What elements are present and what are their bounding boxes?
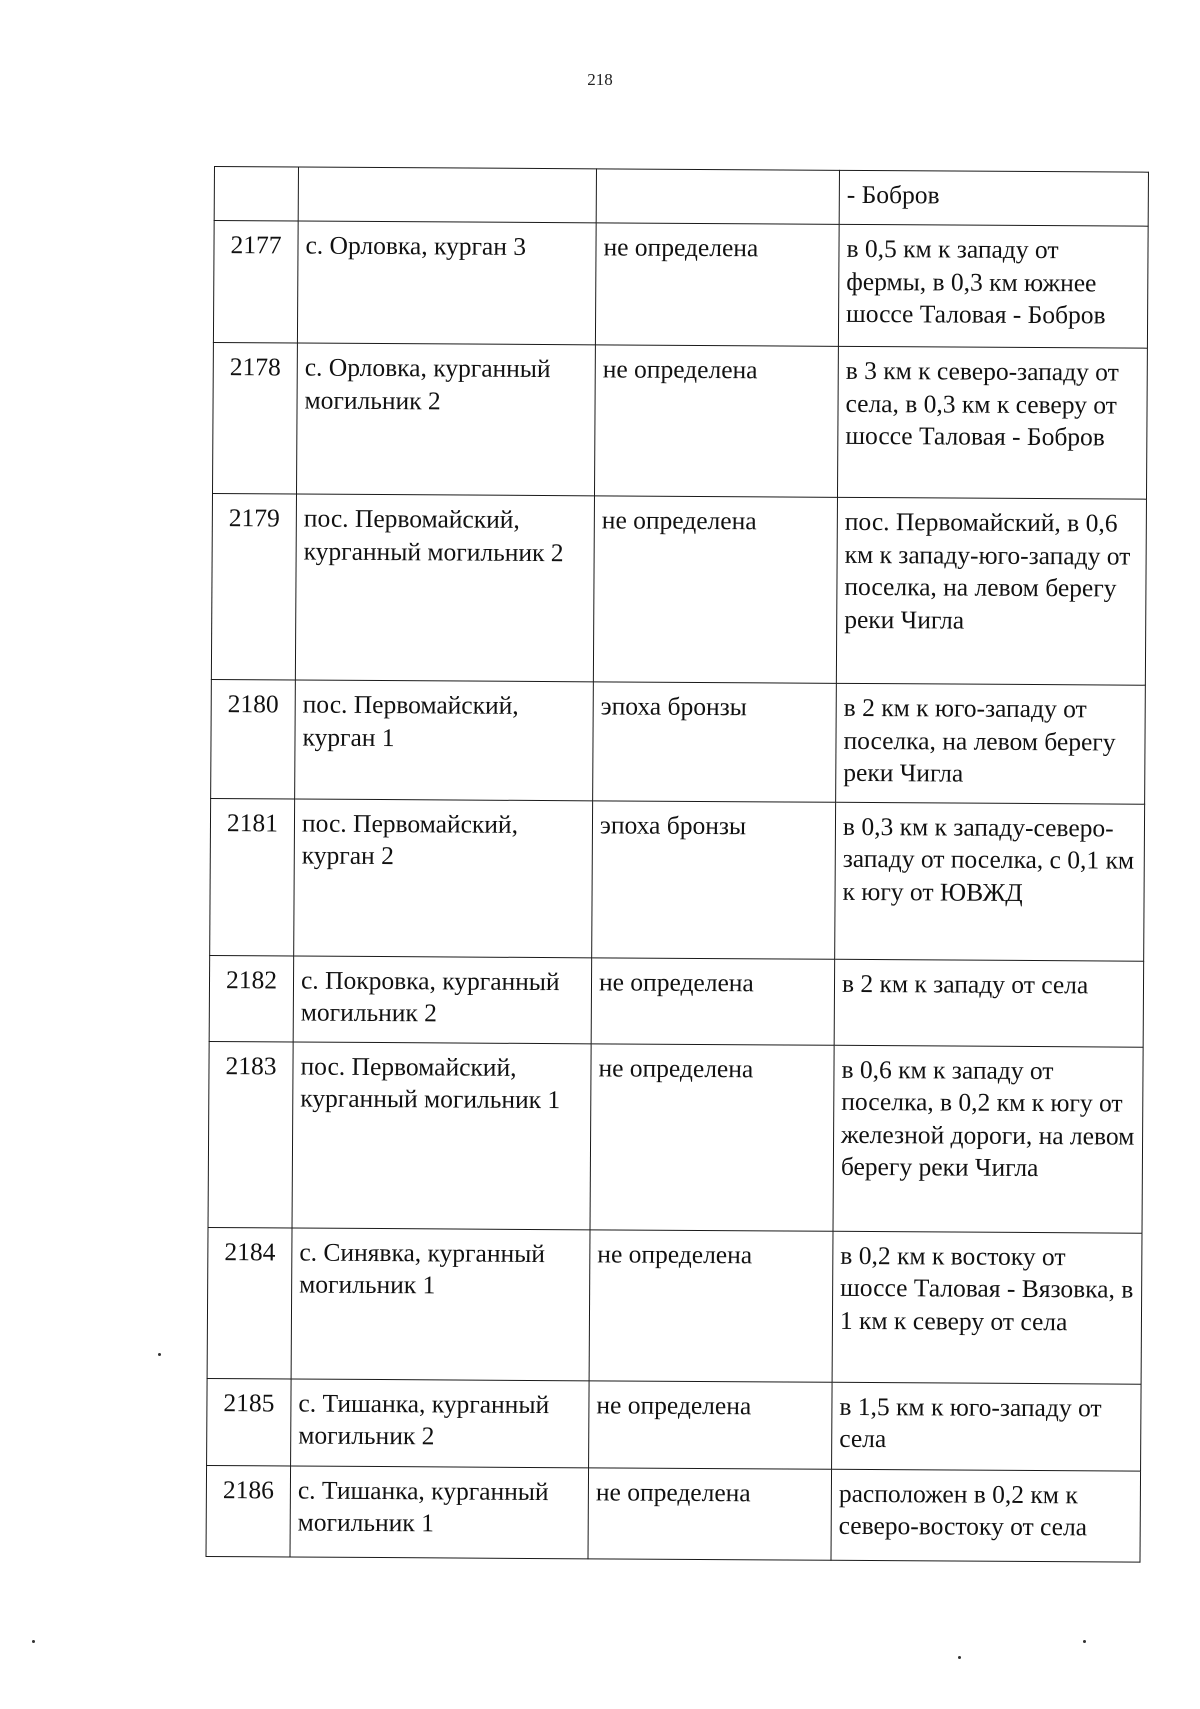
- row-number-cell: 2184: [207, 1227, 292, 1379]
- table-row: [211, 679, 1146, 803]
- dating-cell: не определена: [589, 1380, 833, 1468]
- row-number-cell: 2182: [209, 955, 294, 1042]
- page-number: 218: [587, 70, 613, 89]
- table-row: [214, 167, 1148, 227]
- scan-speck: [32, 1640, 35, 1643]
- row-number-cell: [214, 167, 298, 222]
- dating-cell: эпоха бронзы: [593, 682, 837, 802]
- row-number-cell: 2186: [206, 1465, 291, 1557]
- name-cell: [298, 167, 596, 223]
- dating-cell: не определена: [590, 1043, 834, 1230]
- table-row: [207, 1378, 1142, 1471]
- table-row: [210, 798, 1145, 961]
- location-cell: в 2 км к западу от села: [834, 959, 1144, 1047]
- table-row: [212, 342, 1147, 499]
- dating-cell: не определена: [593, 496, 837, 683]
- location-cell: в 0,6 км к западу от поселка, в 0,2 км к югу от железной дороги, на левом берегу реки Чигла: [833, 1045, 1143, 1233]
- scan-speck: [958, 1656, 961, 1659]
- dating-cell: не определена: [589, 1229, 833, 1381]
- row-number-cell: 2178: [212, 342, 297, 494]
- name-cell: с. Синявка, курганный могильник 1: [291, 1227, 590, 1380]
- table-row: [213, 221, 1148, 349]
- location-cell: пос. Первомайский, в 0,6 км к западу-юго-западу от поселка, на левом берегу реки Чигла: [836, 497, 1146, 685]
- dating-cell: не определена: [594, 345, 838, 497]
- location-cell: - Бобров: [839, 170, 1148, 226]
- table-row: [206, 1465, 1141, 1562]
- location-cell: в 1,5 км к юго-западу от села: [832, 1382, 1142, 1471]
- table-row: [211, 493, 1146, 685]
- dating-cell: не определена: [588, 1467, 832, 1559]
- row-number-cell: 2179: [211, 493, 296, 680]
- dating-cell: эпоха бронзы: [592, 800, 836, 958]
- row-number-cell: 2183: [208, 1041, 293, 1228]
- row-number-cell: 2177: [213, 221, 298, 344]
- table-row: [209, 955, 1144, 1047]
- table-row: [208, 1041, 1143, 1233]
- dating-cell: не определена: [595, 223, 839, 346]
- name-cell: с. Орловка, курган 3: [297, 221, 596, 345]
- location-cell: в 3 км к северо-западу от села, в 0,3 км к северу от шоссе Таловая - Бобров: [837, 346, 1147, 499]
- name-cell: пос. Первомайский, курган 2: [294, 799, 593, 958]
- location-cell: в 0,2 км к востоку от шоссе Таловая - Вязовка, в 1 км к северу от села: [832, 1231, 1142, 1384]
- name-cell: с. Тишанка, курганный могильник 1: [290, 1465, 589, 1558]
- row-number-cell: 2181: [210, 798, 295, 956]
- name-cell: пос. Первомайский, курганный могильник 1: [292, 1041, 591, 1229]
- row-number-cell: 2180: [211, 679, 296, 798]
- location-cell: расположен в 0,2 км к северо-востоку от села: [831, 1469, 1141, 1562]
- dating-cell: [596, 169, 839, 224]
- name-cell: пос. Первомайский, курганный могильник 2: [295, 494, 594, 682]
- monuments-table: [206, 166, 1149, 1562]
- scan-speck: [1083, 1640, 1086, 1643]
- scan-speck: [158, 1353, 161, 1356]
- dating-cell: не определена: [591, 957, 835, 1044]
- location-cell: в 0,3 км к западу-северо-западу от поселка, с 0,1 км к югу от ЮВЖД: [835, 802, 1145, 961]
- name-cell: с. Орловка, курганный могильник 2: [296, 343, 595, 496]
- table-row: [207, 1227, 1142, 1384]
- name-cell: пос. Первомайский, курган 1: [295, 680, 594, 800]
- name-cell: с. Тишанка, курганный могильник 2: [291, 1378, 590, 1467]
- location-cell: в 0,5 км к западу от фермы, в 0,3 км южнее шоссе Таловая - Бобров: [838, 224, 1148, 348]
- row-number-cell: 2185: [207, 1378, 292, 1466]
- location-cell: в 2 км к юго-западу от поселка, на левом берегу реки Чигла: [836, 683, 1146, 803]
- name-cell: с. Покровка, курганный могильник 2: [293, 956, 592, 1044]
